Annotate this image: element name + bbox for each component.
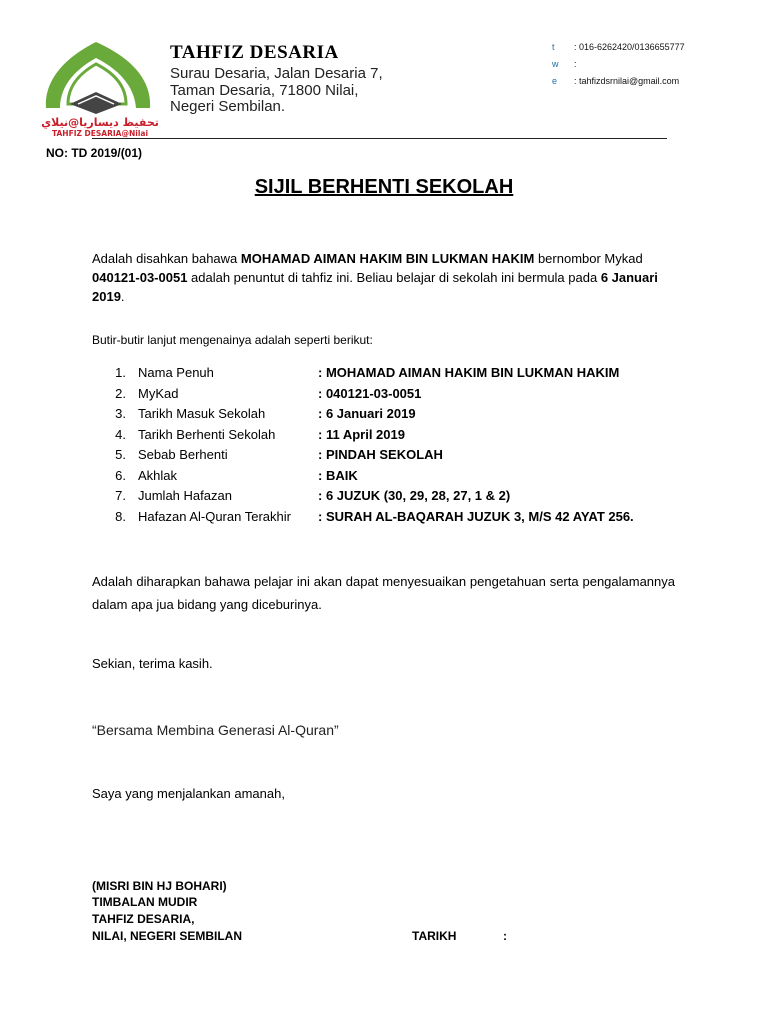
student-mykad: 040121-03-0051 [92, 270, 188, 285]
address-line-3: Negeri Sembilan. [170, 98, 286, 115]
start-date: 6 Januari 2019 [92, 270, 658, 304]
logo-latin-text: TAHFIZ DESARIA@Nilai [51, 129, 149, 138]
student-name: MOHAMAD AIMAN HAKIM BIN LUKMAN HAKIM [240, 251, 535, 266]
org-name: TAHFIZ DESARIA [170, 42, 339, 63]
date-label: TARIKH [412, 929, 457, 943]
reference-number: NO: TD 2019/(01) [46, 146, 143, 160]
signatory-org: TAHFIZ DESARIA, [92, 912, 195, 926]
contact-phone-value: : 016-6262420/0136655777 [574, 42, 685, 52]
contact-phone-label: t [552, 42, 555, 52]
intro-paragraph: Adalah disahkan bahawa MOHAMAD AIMAN HAKIM BIN LUKMAN HAKIM bernombor Mykad 040121-03-0051 adalah penuntut di tahfiz ini. Beliau belajar di sekolah ini bermula pada 6 Januari 2019. [92, 251, 658, 304]
document-title: SIJIL BERHENTI SEKOLAH [254, 176, 514, 198]
contact-email-label: e [552, 76, 558, 86]
hope-paragraph: Adalah diharapkan bahawa pelajar ini akan dapat menyesuaikan pengetahuan serta pengalamannya dalam apa jua bidang yang diceburinya. [92, 574, 675, 612]
logo-arabic-text: تحفيظ ديساريا@نيلاي [41, 116, 158, 129]
signatory-place: NILAI, NEGERI SEMBILAN [92, 929, 243, 943]
date-colon: : [503, 929, 507, 943]
closing-text: Sekian, terima kasih. [92, 656, 213, 671]
motto: “Bersama Membina Generasi Al-Quran” [92, 722, 339, 738]
contact-web-value: : [574, 59, 577, 69]
contact-email-value: : tahfizdsrnilai@gmail.com [574, 76, 680, 86]
address-line-1: Surau Desaria, Jalan Desaria 7, [170, 65, 383, 82]
contact-web-label: w [552, 59, 559, 69]
address-line-2: Taman Desaria, 71800 Nilai, [170, 82, 359, 99]
signatory-name: (MISRI BIN HJ BOHARI) [92, 879, 227, 893]
details-lead: Butir-butir lanjut mengenainya adalah seperti berikut: [92, 333, 373, 347]
signatory-position: TIMBALAN MUDIR [92, 895, 198, 909]
header-divider [92, 138, 667, 139]
trust-text: Saya yang menjalankan amanah, [92, 786, 285, 801]
logo [40, 38, 158, 138]
